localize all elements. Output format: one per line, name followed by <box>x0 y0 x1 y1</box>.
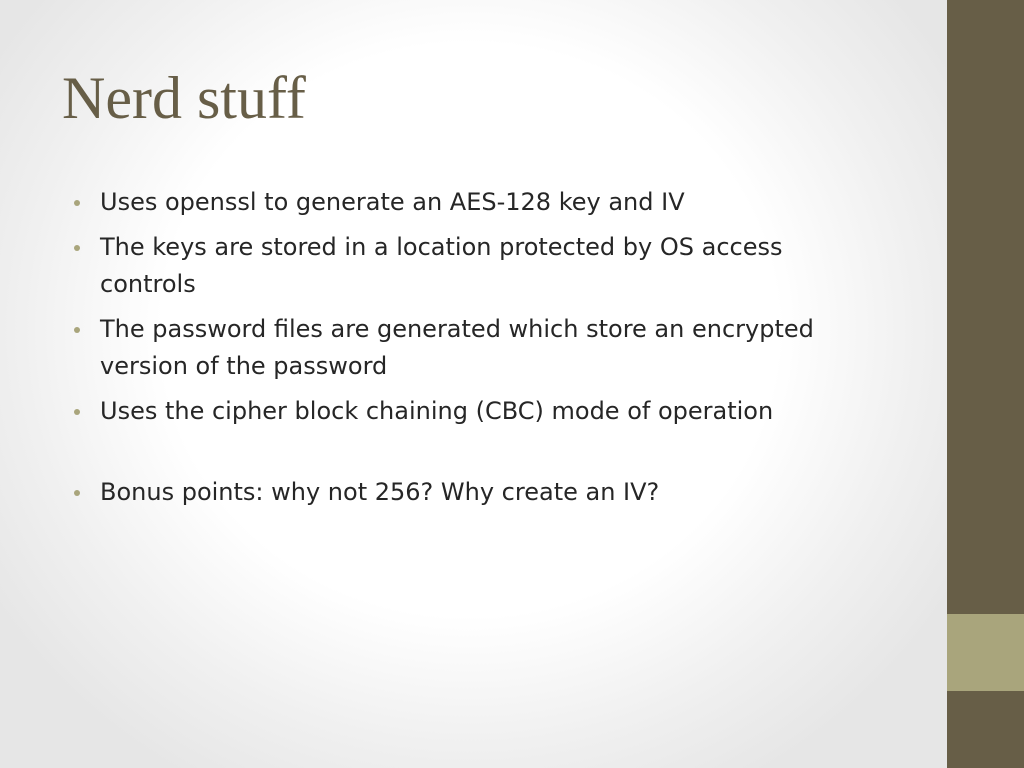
bullet-text: Bonus points: why not 256? Why create an IV? <box>100 478 660 506</box>
bullet-item <box>70 229 870 303</box>
bullet-dot-icon <box>74 327 80 333</box>
bullet-item <box>70 393 870 430</box>
bullet-text: The keys are stored in a location protected by OS access controls <box>100 233 783 298</box>
bullet-text: Uses openssl to generate an AES-128 key and IV <box>100 188 685 216</box>
bullet-text: The password files are generated which store an encrypted version of the password <box>100 315 814 380</box>
bullet-item <box>70 184 870 221</box>
bullet-dot-icon <box>74 200 80 206</box>
bullet-list <box>70 184 870 519</box>
bullet-dot-icon <box>74 245 80 251</box>
bullet-dot-icon <box>74 409 80 415</box>
bullet-item <box>70 311 870 385</box>
bullet-text: Uses the cipher block chaining (CBC) mode of operation <box>100 397 774 425</box>
bullet-item <box>70 474 870 511</box>
slide-title: Nerd stuff <box>62 65 306 131</box>
side-accent-block <box>947 614 1024 691</box>
bullet-dot-icon <box>74 490 80 496</box>
